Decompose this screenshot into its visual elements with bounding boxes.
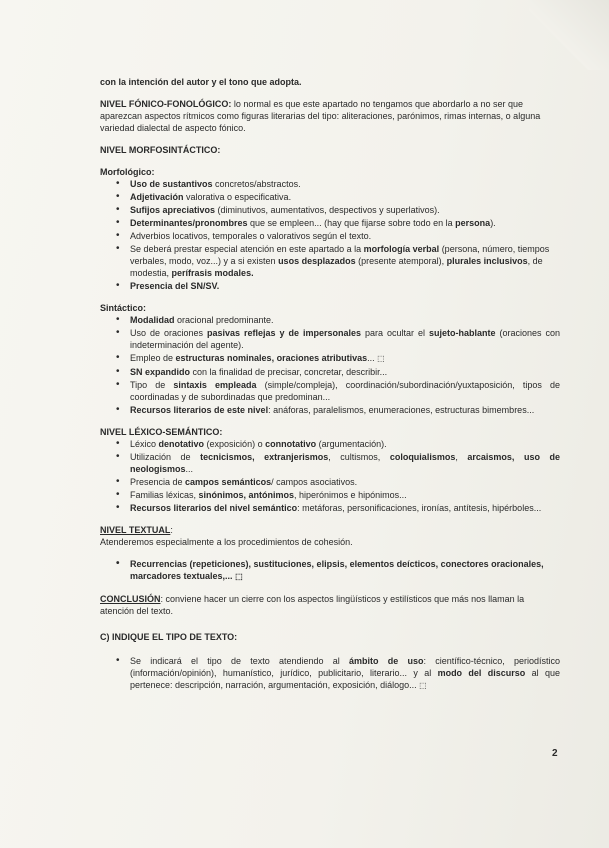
morfo-title: NIVEL MORFOSINTÁCTICO: [100,145,221,155]
placeholder-glyph-icon: ⬚ [377,354,385,363]
list-item: • Tipo de sintaxis empleada (simple/compleja), coordinación/subordinación/yuxtaposición, tipos de coordinadas y de subordinadas que predominan... [100,379,560,403]
placeholder-glyph-icon: ⬚ [235,572,243,581]
list-item: • Recursos literarios de este nivel: anáforas, paralelismos, enumeraciones, estructuras bimembres... [100,404,560,416]
list-item: • Recursos literarios del nivel semántico: metáforas, personificaciones, ironías, antítesis, hipérboles... [100,502,560,514]
list-item: • Modalidad oracional predominante. [100,314,560,326]
list-item: • Adverbios locativos, temporales o valorativos según el texto. [100,230,560,242]
sintactico-list [100,314,560,416]
morfologico-title: Morfológico: [100,167,155,177]
list-item: • Determinantes/pronombres que se empleen... (hay que fijarse sobre todo en la persona). [100,217,560,229]
list-item: • Recurrencias (repeticiones), sustituciones, elipsis, elementos deícticos, conectores oracionales, marcadores textuales,... ⬚ [100,558,560,583]
page-fold-shadow [529,0,609,70]
lexico-list [100,438,560,514]
placeholder-glyph-icon: ⬚ [419,681,427,690]
list-item: • Sufijos apreciativos (diminutivos, aumentativos, despectivos y superlativos). [100,204,560,216]
list-item: • SN expandido con la finalidad de precisar, concretar, describir... [100,366,560,378]
list-item: • Se indicará el tipo de texto atendiendo al ámbito de uso: científico-técnico, periodístico (información/opinión), humanístico, jurídico, publicitario, literario... y al modo del discurso al que pertenece: descripción, narración, argumentación, exposición, diálogo... ⬚ [100,655,560,692]
morfologico-list [100,178,560,292]
list-item: • Uso de oraciones pasivas reflejas y de impersonales para ocultar el sujeto-hablante (oraciones con indeterminación del agente). [100,327,560,351]
tipo-title: C) INDIQUE EL TIPO DE TEXTO: [100,632,238,642]
page-number: 2 [552,748,558,759]
list-item: • Familias léxicas, sinónimos, antónimos, hiperónimos e hipónimos... [100,489,560,501]
fonico-title: NIVEL FÓNICO-FONOLÓGICO: [100,99,232,109]
list-item: • Uso de sustantivos concretos/abstractos. [100,178,560,190]
list-item: • Empleo de estructuras nominales, oraciones atributivas... ⬚ [100,352,560,365]
list-item: • Utilización de tecnicismos, extranjerismos, cultismos, coloquialismos, arcaismos, uso de neologismos... [100,451,560,475]
conclusion-paragraph [100,593,560,617]
fonico-text: lo normal es que este apartado no tengamos que abordarlo a no ser que aparezcan aspectos rítmicos como figuras literarias del tipo: aliteraciones, parónimos, rimas internas, o alguna variedad dialectal de aspecto fónico. [100,99,541,133]
fonico-paragraph [100,98,560,134]
lexico-title: NIVEL LÉXICO-SEMÁNTICO: [100,427,223,437]
conclusion-text: : conviene hacer un cierre con los aspectos lingüísticos y estilísticos que más nos llaman la atención del texto. [100,594,525,616]
textual-list [100,558,560,583]
conclusion-title: CONCLUSIÓN [100,594,161,604]
intro-line: con la intención del autor y el tono que adopta. [100,77,302,87]
textual-heading: NIVEL TEXTUAL: [100,525,173,535]
list-item: • Se deberá prestar especial atención en este apartado a la morfología verbal (persona, número, tiempos verbales, modo, voz...) y a si existen usos desplazados (presente atemporal), plurales inclusivos, de modestia, perífrasis modales. [100,243,560,279]
sintactico-title: Sintáctico: [100,303,147,313]
textual-text: Atenderemos especialmente a los procedimientos de cohesión. [100,537,353,547]
tipo-list [100,655,560,692]
textual-title: NIVEL TEXTUAL [100,525,171,535]
list-item: • Presencia del SN/SV. [100,280,560,292]
list-item: • Presencia de campos semánticos/ campos asociativos. [100,476,560,488]
list-item: • Léxico denotativo (exposición) o connotativo (argumentación). [100,438,560,450]
document-content [100,76,560,693]
list-item: • Adjetivación valorativa o especificativa. [100,191,560,203]
